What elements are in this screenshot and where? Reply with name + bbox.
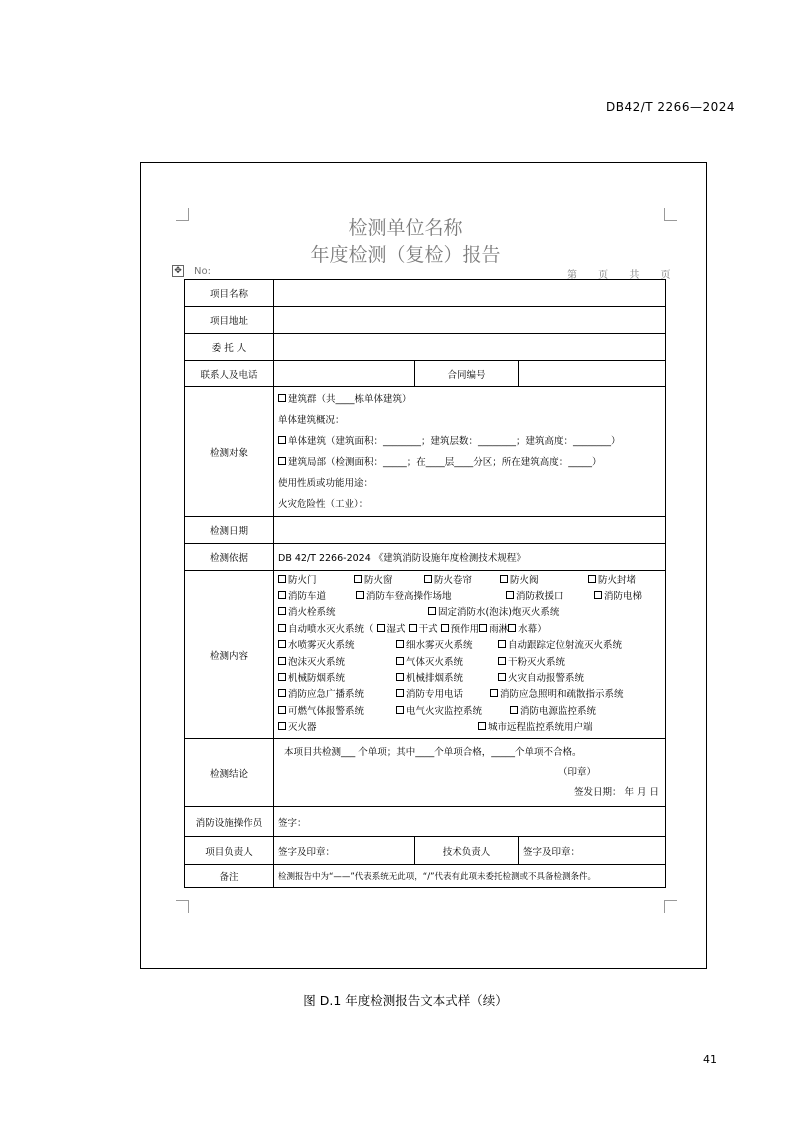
checkbox[interactable] (441, 624, 449, 632)
label-technical-manager: 技术负责人 (415, 837, 519, 865)
checkbox[interactable] (278, 657, 286, 665)
label-date: 检测日期 (185, 517, 274, 544)
content-item[interactable]: 消防车道 (278, 589, 356, 605)
content-item[interactable]: 火灾自动报警系统 (498, 671, 668, 687)
checkbox[interactable] (278, 575, 286, 583)
checkbox[interactable] (396, 706, 404, 714)
checkbox[interactable] (428, 607, 436, 615)
conclusion-issue-date: 签发日期： 年 月 日 (573, 786, 659, 798)
checkbox[interactable] (498, 673, 506, 681)
checkbox[interactable] (396, 673, 404, 681)
object-line-building-part: 建筑局部（检测面积：_____；在____层____分区；所在建筑高度：_____） (278, 452, 661, 473)
field-project-name[interactable] (274, 280, 666, 307)
content-row (278, 638, 661, 654)
content-row (278, 704, 661, 720)
checkbox[interactable] (490, 689, 498, 697)
label-object: 检测对象 (185, 387, 274, 517)
checkbox[interactable] (500, 575, 508, 583)
checkbox[interactable] (508, 624, 516, 632)
content-item[interactable]: 灭火器 (278, 720, 478, 736)
label-operator: 消防设施操作员 (185, 807, 274, 837)
checkbox[interactable] (278, 591, 286, 599)
page-count-label: 第 页 共 页 (567, 270, 680, 281)
checkbox[interactable] (278, 394, 286, 402)
label-contact: 联系人及电话 (185, 361, 274, 387)
checkbox[interactable] (594, 591, 602, 599)
checkbox[interactable] (478, 722, 486, 730)
field-date[interactable] (274, 517, 666, 544)
content-item[interactable]: 消防电梯 (594, 589, 674, 605)
content-item[interactable]: 防火卷帘 (424, 573, 500, 589)
corner-mark-bottom-left (176, 900, 189, 913)
label-project-manager: 项目负责人 (185, 837, 274, 865)
row-project-address (185, 307, 666, 334)
content-item[interactable]: 消火栓系统 (278, 605, 428, 621)
content-item[interactable]: 自动跟踪定位射流灭火系统 (498, 638, 668, 654)
checkbox[interactable] (278, 640, 286, 648)
content-row (278, 573, 661, 589)
content-item[interactable]: 细水雾灭火系统 (396, 638, 498, 654)
field-project-manager-signature[interactable]: 签字及印章： (274, 837, 415, 865)
content-item[interactable]: 机械排烟系统 (396, 671, 498, 687)
remark-text: 检测报告中为“——”代表系统无此项，“/”代表有此项未委托检测或不具备检测条件。 (274, 865, 666, 888)
report-form-table (184, 279, 666, 888)
checkbox[interactable] (588, 575, 596, 583)
content-row (278, 687, 661, 703)
form-title-line1: 检测单位名称 (348, 217, 463, 239)
content-item[interactable]: 水喷雾灭火系统 (278, 638, 396, 654)
page-number: 41 (703, 1053, 717, 1066)
corner-mark-bottom-right (664, 900, 677, 913)
content-item[interactable]: 防火门 (278, 573, 354, 589)
report-no-label: No: (194, 266, 211, 277)
content-checklist (274, 571, 666, 739)
checkbox[interactable] (278, 624, 286, 632)
object-line-single-building: 单体建筑（建筑面积：________；建筑层数：________；建筑高度：________） (278, 431, 661, 452)
label-basis: 检测依据 (185, 544, 274, 571)
row-project-name (185, 280, 666, 307)
content-row (278, 655, 661, 671)
conclusion-seal: （印章） (558, 766, 597, 778)
object-line-usage: 使用性质或功能用途： (278, 477, 374, 489)
content-row (278, 671, 661, 687)
content-item[interactable]: 气体灭火系统 (396, 655, 498, 671)
content-item[interactable]: 固定消防水(泡沫)炮灭火系统 (428, 605, 668, 621)
checkbox[interactable] (377, 624, 385, 632)
row-object (185, 387, 666, 517)
checkbox[interactable] (424, 575, 432, 583)
label-project-address: 项目地址 (185, 307, 274, 334)
content-row (278, 605, 661, 621)
object-line-overview: 单体建筑概况： (278, 414, 345, 426)
table-move-handle-icon[interactable]: ✥ (172, 265, 184, 277)
row-responsible (185, 837, 666, 865)
content-item[interactable]: 防火封堵 (588, 573, 668, 589)
content-item[interactable]: 城市远程监控系统用户端 (478, 720, 668, 736)
standard-code: DB42/T 2266—2024 (605, 100, 735, 114)
content-item[interactable]: 消防专用电话 (396, 687, 490, 703)
label-project-name: 项目名称 (185, 280, 274, 307)
checkbox[interactable] (506, 591, 514, 599)
checkbox[interactable] (278, 722, 286, 730)
content-item[interactable]: 防火窗 (354, 573, 424, 589)
checkbox[interactable] (510, 706, 518, 714)
checkbox[interactable] (278, 706, 286, 714)
content-item[interactable]: 干粉灭火系统 (498, 655, 668, 671)
row-contact (185, 361, 666, 387)
checkbox[interactable] (479, 624, 487, 632)
checkbox[interactable] (278, 689, 286, 697)
checkbox[interactable] (278, 673, 286, 681)
content-row (278, 589, 661, 605)
row-content (185, 571, 666, 739)
object-details (274, 387, 666, 517)
checkbox[interactable] (396, 640, 404, 648)
row-basis (185, 544, 666, 571)
checkbox[interactable] (396, 657, 404, 665)
checkbox[interactable] (498, 640, 506, 648)
content-item[interactable]: 防火阀 (500, 573, 588, 589)
label-conclusion: 检测结论 (185, 739, 274, 807)
conclusion-block (274, 739, 666, 807)
content-item[interactable]: 电气火灾监控系统 (396, 704, 510, 720)
field-technical-manager-signature[interactable]: 签字及印章： (519, 837, 666, 865)
content-item[interactable]: 泡沫灭火系统 (278, 655, 396, 671)
checkbox[interactable] (278, 436, 286, 444)
checkbox[interactable] (278, 457, 286, 465)
field-basis: DB 42/T 2266-2024 《建筑消防设施年度检测技术规程》 (274, 544, 666, 571)
checkbox[interactable] (354, 575, 362, 583)
label-contract-no: 合同编号 (415, 361, 519, 387)
field-project-address[interactable] (274, 307, 666, 334)
row-operator (185, 807, 666, 837)
row-client (185, 334, 666, 361)
checkbox[interactable] (498, 657, 506, 665)
label-content: 检测内容 (185, 571, 274, 739)
checkbox[interactable] (409, 624, 417, 632)
label-client: 委 托 人 (185, 334, 274, 361)
content-item[interactable]: 消防应急照明和疏散指示系统 (490, 687, 670, 703)
field-contact[interactable] (274, 361, 415, 387)
field-contract-no[interactable] (519, 361, 666, 387)
content-item[interactable]: 消防车登高操作场地 (356, 589, 506, 605)
content-item[interactable]: 可燃气体报警系统 (278, 704, 396, 720)
field-operator-signature[interactable]: 签字： (274, 807, 666, 837)
checkbox[interactable] (396, 689, 404, 697)
conclusion-summary: 本项目共检测___ 个单项；其中____个单项合格，_____个单项不合格。 (284, 746, 582, 758)
content-item[interactable]: 机械防烟系统 (278, 671, 396, 687)
checkbox[interactable] (356, 591, 364, 599)
form-title-line2: 年度检测（复检）报告 (310, 244, 501, 266)
checkbox[interactable] (278, 607, 286, 615)
figure-caption: 图 D.1 年度检测报告文本式样（续） (303, 993, 508, 1008)
row-conclusion (185, 739, 666, 807)
label-remark: 备注 (185, 865, 274, 888)
content-row-sprinkler: 自动喷水灭火系统（ 湿式 干式 预作用 雨淋 水幕） (278, 622, 661, 638)
field-client[interactable] (274, 334, 666, 361)
content-item[interactable]: 消防电源监控系统 (510, 704, 670, 720)
object-line-fire-hazard: 火灾危险性（工业）： (278, 498, 369, 510)
content-item[interactable]: 消防应急广播系统 (278, 687, 396, 703)
content-item[interactable]: 消防救援口 (506, 589, 594, 605)
content-row (278, 720, 661, 736)
object-line-building-group: 建筑群（共____栋单体建筑） (278, 389, 661, 410)
row-remark (185, 865, 666, 888)
row-date (185, 517, 666, 544)
